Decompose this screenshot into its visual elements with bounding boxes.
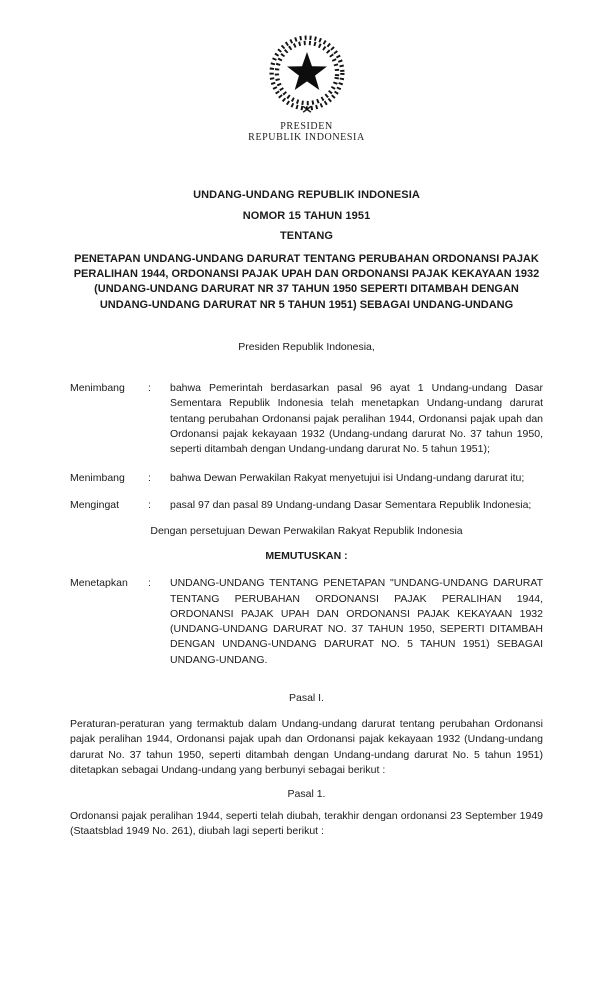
pasal-roman-paragraph: Peraturan-peraturan yang termaktub dalam Undang-undang darurat tentang perubahan Ordonansi pajak peralihan 1944, Ordonansi pajak upah dan Ordonansi pajak kekayaan 1932 (Undang-undang darurat No. 37 tahun 1950, seperti ditambah dengan Undang-undang darurat No. 5 tahun 1951) ditetapkan sebagai Undang-undang yang berbunyi sebagai berikut : [70,717,543,776]
enactment-row [70,576,543,668]
memutuskan-heading: MEMUTUSKAN : [265,550,348,563]
enactment-colon: : [148,577,151,590]
consideration-colon: : [148,471,151,484]
letterhead-presiden: PRESIDEN [280,121,333,132]
pasal-roman-heading: Pasal I. [288,691,325,704]
consideration-colon: : [148,382,151,395]
enactment-label: Menetapkan [70,577,128,590]
letterhead-republik-indonesia: REPUBLIK INDONESIA [248,132,365,143]
consideration-label: Mengingat [70,498,120,511]
doc-title-line1: UNDANG-UNDANG REPUBLIK INDONESIA [193,189,420,201]
letterhead [70,30,543,143]
enactment-text: UNDANG-UNDANG TENTANG PENETAPAN "UNDANG-UNDANG DARURAT TENTANG PERUBAHAN ORDONANSI PAJAK PERALIHAN 1944, ORDONANSI PAJAK UPAH DAN ORDONANSI PAJAK KEKAYAAN 1932 (UNDANG-UNDANG DARURAT NO. 37 TAHUN 1950, SEPERTI DITAMBAH DENGAN UNDANG-UNDANG DARURAT NO. 5 TAHUN 1951) SEBAGAI UNDANG-UNDANG. [170,577,543,666]
pasal-one-paragraph: Ordonansi pajak peralihan 1944, seperti telah diubah, terakhir dengan ordonansi 23 September 1949 (Staatsblad 1949 No. 261), diubah lagi seperti berikut : [70,810,543,838]
consideration-row-2 [70,471,543,486]
consideration-text: bahwa Pemerintah berdasarkan pasal 96 ayat 1 Undang-undang Dasar Sementara Republik Indonesia telah menetapkan Undang-undang darurat tentang perubahan Ordonansi pajak peralihan 1944, Ordonansi pajak upah dan Ordonansi pajak kekayaan 1932 (Undang-undang darurat No. 37 tahun 1950, seperti ditambah dengan Undang-undang darurat No. 5 tahun 1951); [170,382,543,456]
agreement-line: Dengan persetujuan Dewan Perwakilan Rakyat Republik Indonesia [150,525,463,538]
consideration-row-1 [70,381,543,457]
star-icon [287,52,327,90]
consideration-colon: : [148,498,151,511]
title-block [70,185,543,313]
doc-title-number: NOMOR 15 TAHUN 1951 [242,209,371,222]
doc-title-subject: PENETAPAN UNDANG-UNDANG DARURAT TENTANG PERUBAHAN ORDONANSI PAJAK PERALIHAN 1944, ORDONANSI PAJAK UPAH DAN ORDONANSI PAJAK KEKAYAAN 1932 (UNDANG-UNDANG DARURAT NR 37 TAHUN 1950 SEPERTI DITAMBAH DENGAN UNDANG-UNDANG DARURAT NR 5 TAHUN 1951) SEBAGAI UNDANG-UNDANG [73,252,540,311]
consideration-label: Menimbang [70,471,125,484]
presidential-star-wreath-emblem-icon [264,30,350,116]
consideration-text: bahwa Dewan Perwakilan Rakyat menyetujui isi Undang-undang darurat itu; [170,471,525,484]
consideration-row-3 [70,498,543,513]
doc-title-tentang: TENTANG [279,230,334,242]
pasal-one-heading: Pasal 1. [287,788,326,801]
preamble-opening: Presiden Republik Indonesia, [238,341,375,354]
consideration-text: pasal 97 dan pasal 89 Undang-undang Dasar Sementara Republik Indonesia; [170,498,532,511]
consideration-label: Menimbang [70,382,125,395]
